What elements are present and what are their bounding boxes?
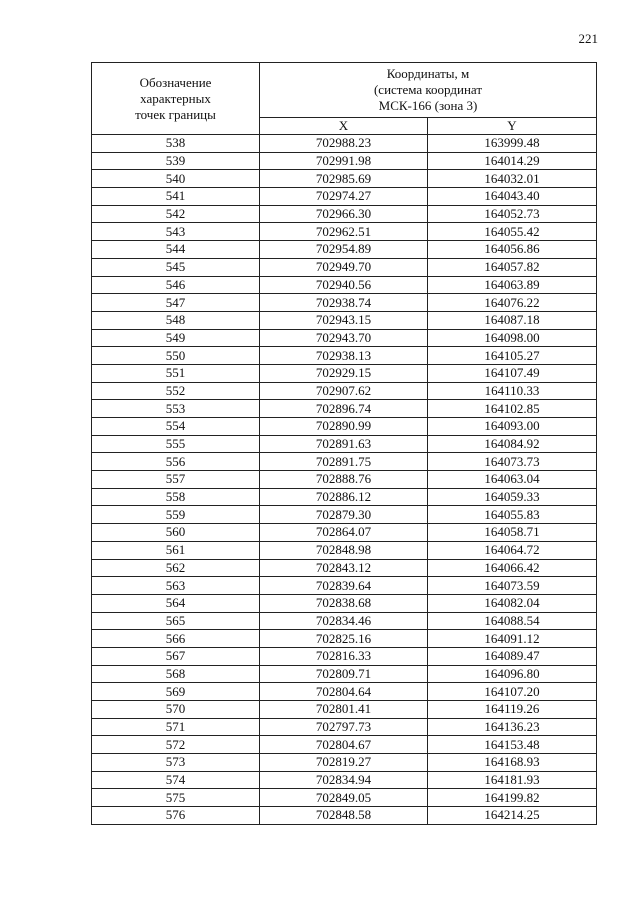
table-row bbox=[92, 630, 597, 648]
x-cell: 702991.98 bbox=[260, 152, 428, 170]
y-cell: 164091.12 bbox=[428, 630, 597, 648]
y-cell: 164089.47 bbox=[428, 647, 597, 665]
point-cell: 562 bbox=[92, 559, 260, 577]
y-cell: 164105.27 bbox=[428, 347, 597, 365]
x-cell: 702804.64 bbox=[260, 683, 428, 701]
point-cell: 554 bbox=[92, 418, 260, 436]
y-cell: 164063.89 bbox=[428, 276, 597, 294]
y-cell: 164087.18 bbox=[428, 311, 597, 329]
point-cell: 538 bbox=[92, 135, 260, 153]
table-row bbox=[92, 188, 597, 206]
coords-header-line: (система координат bbox=[373, 82, 483, 97]
table-row bbox=[92, 807, 597, 825]
table-row bbox=[92, 771, 597, 789]
table-row bbox=[92, 594, 597, 612]
page-number: 221 bbox=[578, 31, 598, 46]
table-row bbox=[92, 453, 597, 471]
table-row bbox=[92, 435, 597, 453]
y-cell: 164055.42 bbox=[428, 223, 597, 241]
table-row bbox=[92, 541, 597, 559]
table-row bbox=[92, 276, 597, 294]
y-cell: 164064.72 bbox=[428, 541, 597, 559]
point-cell: 567 bbox=[92, 647, 260, 665]
table-row bbox=[92, 488, 597, 506]
y-cell: 164052.73 bbox=[428, 205, 597, 223]
y-cell: 164076.22 bbox=[428, 294, 597, 312]
point-cell: 543 bbox=[92, 223, 260, 241]
point-cell: 565 bbox=[92, 612, 260, 630]
point-cell: 573 bbox=[92, 754, 260, 772]
x-cell: 702819.27 bbox=[260, 754, 428, 772]
x-cell: 702943.70 bbox=[260, 329, 428, 347]
table-row bbox=[92, 701, 597, 719]
point-cell: 541 bbox=[92, 188, 260, 206]
x-cell: 702839.64 bbox=[260, 577, 428, 595]
y-cell: 164153.48 bbox=[428, 736, 597, 754]
table-row bbox=[92, 347, 597, 365]
point-cell: 547 bbox=[92, 294, 260, 312]
table-row bbox=[92, 665, 597, 683]
point-cell: 569 bbox=[92, 683, 260, 701]
coords-header-line: Координаты, м bbox=[386, 66, 470, 81]
x-cell: 702848.58 bbox=[260, 807, 428, 825]
table-header bbox=[92, 63, 597, 135]
points-column-header bbox=[92, 63, 260, 135]
point-cell: 549 bbox=[92, 329, 260, 347]
table-row bbox=[92, 311, 597, 329]
x-cell: 702962.51 bbox=[260, 223, 428, 241]
table-row bbox=[92, 170, 597, 188]
y-cell: 164066.42 bbox=[428, 559, 597, 577]
y-cell: 164055.83 bbox=[428, 506, 597, 524]
table-row bbox=[92, 559, 597, 577]
point-cell: 563 bbox=[92, 577, 260, 595]
y-cell: 164107.49 bbox=[428, 364, 597, 382]
point-cell: 557 bbox=[92, 471, 260, 489]
x-cell: 702801.41 bbox=[260, 701, 428, 719]
y-cell: 164088.54 bbox=[428, 612, 597, 630]
x-cell: 702809.71 bbox=[260, 665, 428, 683]
table-row bbox=[92, 683, 597, 701]
y-cell: 164199.82 bbox=[428, 789, 597, 807]
table-row bbox=[92, 382, 597, 400]
x-cell: 702879.30 bbox=[260, 506, 428, 524]
table-body bbox=[92, 135, 597, 825]
table-row bbox=[92, 506, 597, 524]
point-cell: 555 bbox=[92, 435, 260, 453]
point-cell: 550 bbox=[92, 347, 260, 365]
point-cell: 566 bbox=[92, 630, 260, 648]
y-cell: 164096.80 bbox=[428, 665, 597, 683]
point-cell: 546 bbox=[92, 276, 260, 294]
y-column-header: Y bbox=[428, 118, 597, 135]
x-cell: 702834.94 bbox=[260, 771, 428, 789]
point-cell: 571 bbox=[92, 718, 260, 736]
y-cell: 164014.29 bbox=[428, 152, 597, 170]
coordinates-table bbox=[91, 62, 597, 825]
x-cell: 702797.73 bbox=[260, 718, 428, 736]
x-cell: 702886.12 bbox=[260, 488, 428, 506]
point-cell: 559 bbox=[92, 506, 260, 524]
table-row bbox=[92, 754, 597, 772]
y-cell: 164073.73 bbox=[428, 453, 597, 471]
y-cell: 164214.25 bbox=[428, 807, 597, 825]
x-cell: 702848.98 bbox=[260, 541, 428, 559]
x-cell: 702838.68 bbox=[260, 594, 428, 612]
table-row bbox=[92, 152, 597, 170]
table-row bbox=[92, 418, 597, 436]
x-cell: 702940.56 bbox=[260, 276, 428, 294]
table-row bbox=[92, 135, 597, 153]
y-cell: 164168.93 bbox=[428, 754, 597, 772]
table-row bbox=[92, 329, 597, 347]
y-cell: 164063.04 bbox=[428, 471, 597, 489]
y-cell: 164136.23 bbox=[428, 718, 597, 736]
point-cell: 544 bbox=[92, 241, 260, 259]
table-row bbox=[92, 736, 597, 754]
table-row bbox=[92, 223, 597, 241]
x-cell: 702891.75 bbox=[260, 453, 428, 471]
y-cell: 164093.00 bbox=[428, 418, 597, 436]
point-cell: 551 bbox=[92, 364, 260, 382]
x-column-header: X bbox=[260, 118, 428, 135]
table-row bbox=[92, 294, 597, 312]
x-cell: 702816.33 bbox=[260, 647, 428, 665]
x-cell: 702966.30 bbox=[260, 205, 428, 223]
x-cell: 702825.16 bbox=[260, 630, 428, 648]
y-cell: 163999.48 bbox=[428, 135, 597, 153]
x-cell: 702988.23 bbox=[260, 135, 428, 153]
table-row bbox=[92, 364, 597, 382]
x-cell: 702843.12 bbox=[260, 559, 428, 577]
point-cell: 564 bbox=[92, 594, 260, 612]
y-cell: 164098.00 bbox=[428, 329, 597, 347]
point-cell: 561 bbox=[92, 541, 260, 559]
table-row bbox=[92, 471, 597, 489]
point-cell: 568 bbox=[92, 665, 260, 683]
x-cell: 702938.74 bbox=[260, 294, 428, 312]
coords-header-line: МСК-166 (зона 3) bbox=[378, 98, 478, 113]
coordinates-column-header bbox=[260, 63, 597, 118]
point-cell: 576 bbox=[92, 807, 260, 825]
table-row bbox=[92, 647, 597, 665]
y-cell: 164110.33 bbox=[428, 382, 597, 400]
table-row bbox=[92, 718, 597, 736]
x-cell: 702907.62 bbox=[260, 382, 428, 400]
y-cell: 164073.59 bbox=[428, 577, 597, 595]
point-cell: 552 bbox=[92, 382, 260, 400]
point-cell: 570 bbox=[92, 701, 260, 719]
x-cell: 702890.99 bbox=[260, 418, 428, 436]
y-cell: 164059.33 bbox=[428, 488, 597, 506]
table-row bbox=[92, 241, 597, 259]
x-cell: 702888.76 bbox=[260, 471, 428, 489]
x-cell: 702834.46 bbox=[260, 612, 428, 630]
table-row bbox=[92, 612, 597, 630]
points-header-line: Обозначение bbox=[139, 74, 212, 90]
point-cell: 542 bbox=[92, 205, 260, 223]
point-cell: 540 bbox=[92, 170, 260, 188]
x-cell: 702974.27 bbox=[260, 188, 428, 206]
y-cell: 164181.93 bbox=[428, 771, 597, 789]
x-cell: 702943.15 bbox=[260, 311, 428, 329]
x-cell: 702949.70 bbox=[260, 258, 428, 276]
x-cell: 702938.13 bbox=[260, 347, 428, 365]
y-cell: 164107.20 bbox=[428, 683, 597, 701]
y-cell: 164032.01 bbox=[428, 170, 597, 188]
x-cell: 702804.67 bbox=[260, 736, 428, 754]
point-cell: 539 bbox=[92, 152, 260, 170]
x-cell: 702929.15 bbox=[260, 364, 428, 382]
x-cell: 702891.63 bbox=[260, 435, 428, 453]
table-row bbox=[92, 524, 597, 542]
table-row bbox=[92, 400, 597, 418]
y-cell: 164043.40 bbox=[428, 188, 597, 206]
y-cell: 164102.85 bbox=[428, 400, 597, 418]
points-header-line: характерных bbox=[140, 90, 211, 106]
y-cell: 164058.71 bbox=[428, 524, 597, 542]
points-header-line: точек границы bbox=[135, 106, 216, 122]
table-row bbox=[92, 205, 597, 223]
point-cell: 558 bbox=[92, 488, 260, 506]
x-cell: 702896.74 bbox=[260, 400, 428, 418]
point-cell: 548 bbox=[92, 311, 260, 329]
x-cell: 702864.07 bbox=[260, 524, 428, 542]
y-cell: 164057.82 bbox=[428, 258, 597, 276]
table-row bbox=[92, 258, 597, 276]
table-row bbox=[92, 789, 597, 807]
y-cell: 164084.92 bbox=[428, 435, 597, 453]
x-cell: 702985.69 bbox=[260, 170, 428, 188]
point-cell: 545 bbox=[92, 258, 260, 276]
point-cell: 553 bbox=[92, 400, 260, 418]
y-cell: 164082.04 bbox=[428, 594, 597, 612]
point-cell: 556 bbox=[92, 453, 260, 471]
x-cell: 702849.05 bbox=[260, 789, 428, 807]
y-cell: 164056.86 bbox=[428, 241, 597, 259]
point-cell: 574 bbox=[92, 771, 260, 789]
point-cell: 575 bbox=[92, 789, 260, 807]
x-cell: 702954.89 bbox=[260, 241, 428, 259]
point-cell: 560 bbox=[92, 524, 260, 542]
point-cell: 572 bbox=[92, 736, 260, 754]
table-row bbox=[92, 577, 597, 595]
y-cell: 164119.26 bbox=[428, 701, 597, 719]
